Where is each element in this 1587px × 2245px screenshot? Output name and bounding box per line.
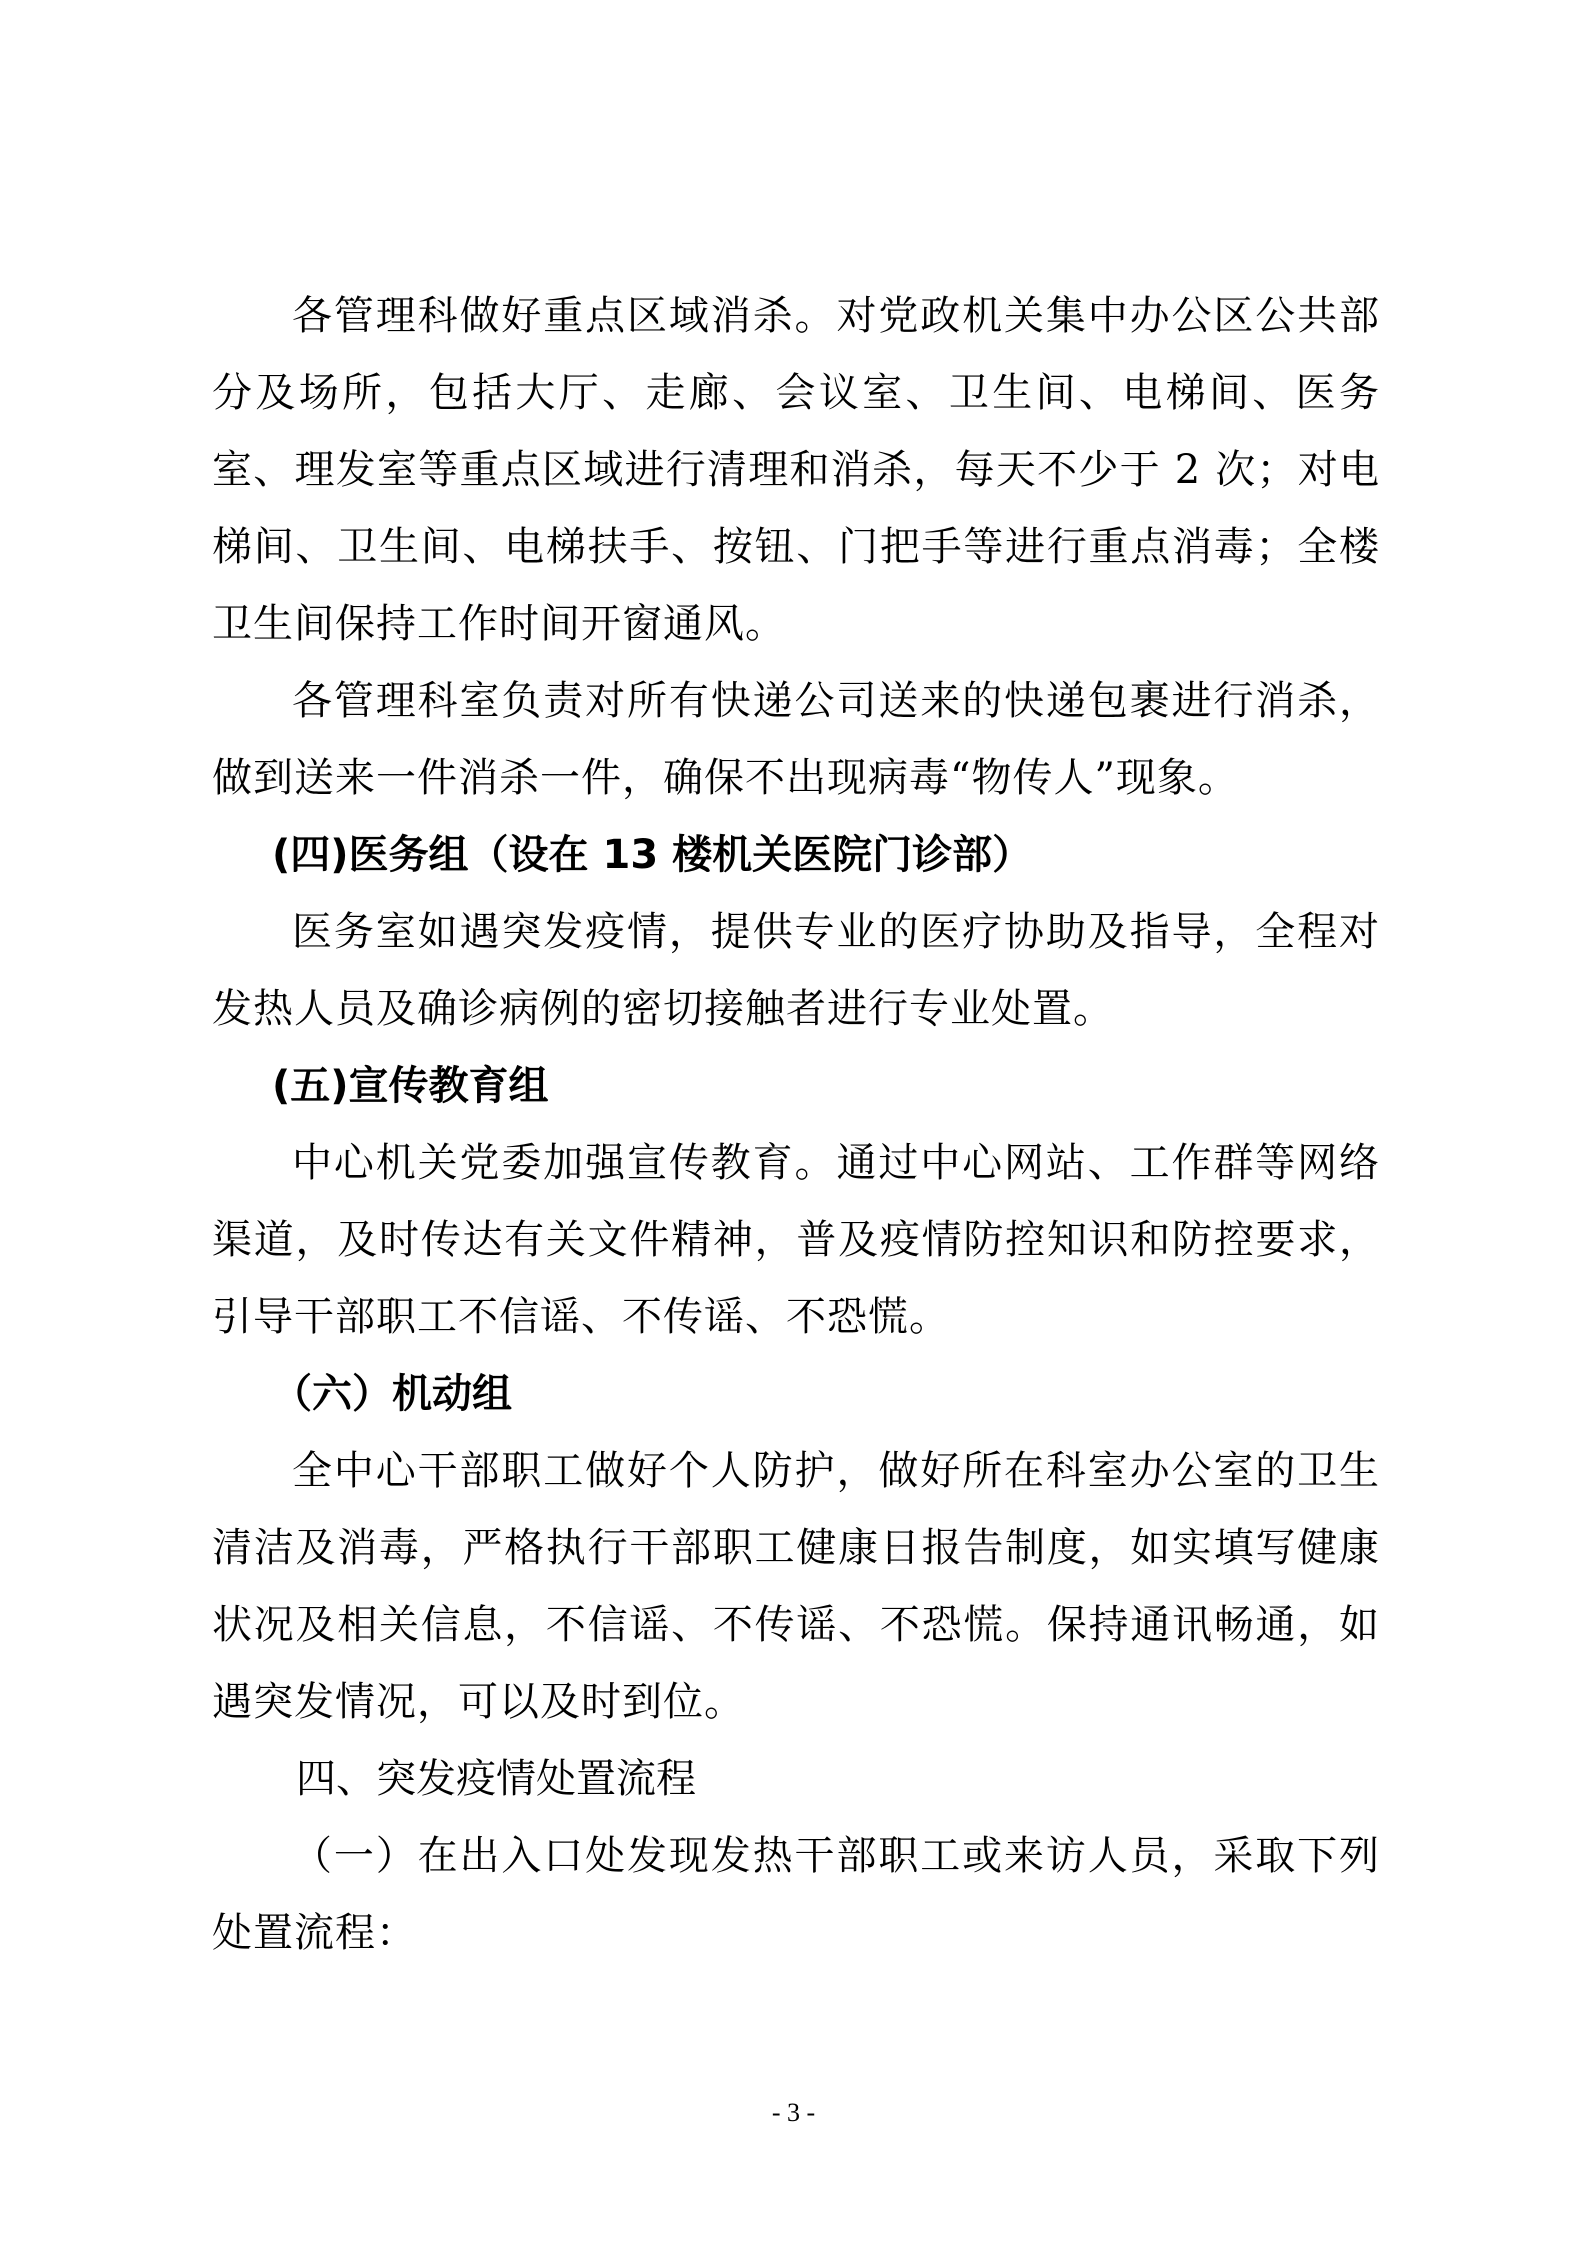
document-body	[212, 278, 1380, 1972]
section-heading-emergency-process: 四、突发疫情处置流程	[296, 1756, 696, 1802]
paragraph-mobile-group: 全中心干部职工做好个人防护，做好所在科室办公室的卫生清洁及消毒，严格执行干部职工健康日报告制度，如实填写健康状况及相关信息，不信谣、不传谣、不恐慌。保持通讯畅通，如遇突发情况，可以及时到位。	[212, 1448, 1380, 1725]
heading-medical-group: (四)医务组（设在 13 楼机关医院门诊部）	[272, 832, 1033, 878]
heading-publicity-group: (五)宣传教育组	[272, 1063, 549, 1109]
page-number: - 3 -	[771, 2098, 816, 2127]
paragraph-entrance-fever-process: （一）在出入口处发现发热干部职工或来访人员，采取下列处置流程：	[212, 1833, 1380, 1956]
paragraph-medical-group: 医务室如遇突发疫情，提供专业的医疗协助及指导，全程对发热人员及确诊病例的密切接触者进行专业处置。	[212, 909, 1380, 1032]
paragraph-key-area-disinfection: 各管理科做好重点区域消杀。对党政机关集中办公区公共部分及场所，包括大厅、走廊、会议室、卫生间、电梯间、医务室、理发室等重点区域进行清理和消杀，每天不少于 2 次；对电梯间、卫生间、电梯扶手、按钮、门把手等进行重点消毒；全楼卫生间保持工作时间开窗通风。	[212, 293, 1380, 647]
paragraph-publicity-group: 中心机关党委加强宣传教育。通过中心网站、工作群等网络渠道，及时传达有关文件精神，普及疫情防控知识和防控要求，引导干部职工不信谣、不传谣、不恐慌。	[212, 1140, 1380, 1340]
paragraph-parcel-disinfection: 各管理科室负责对所有快递公司送来的快递包裹进行消杀，做到送来一件消杀一件，确保不出现病毒“物传人”现象。	[212, 678, 1380, 801]
heading-mobile-group: （六）机动组	[272, 1371, 512, 1417]
